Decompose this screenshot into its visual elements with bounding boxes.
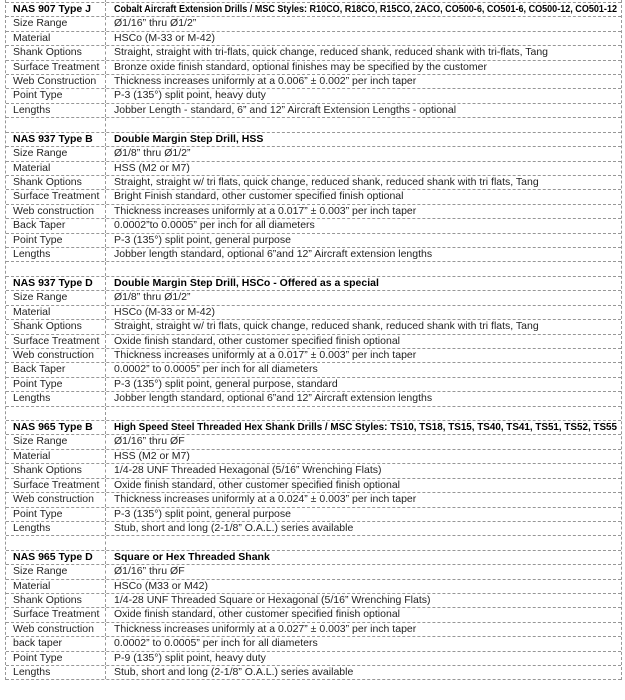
attribute-label-text: Point Type bbox=[13, 651, 63, 664]
attribute-value-text: Thickness increases uniformly at a 0.017” ± 0.003” per inch taper bbox=[114, 204, 417, 217]
section-code-text: NAS 907 Type J bbox=[13, 3, 92, 15]
spec-row bbox=[6, 594, 621, 608]
attribute-value-text: Oxide finish standard, other customer specified finish optional bbox=[114, 478, 400, 491]
spec-row bbox=[6, 17, 621, 31]
section-title bbox=[106, 551, 621, 564]
attribute-label bbox=[6, 637, 106, 650]
spec-row bbox=[6, 392, 621, 406]
spacer-cell bbox=[106, 118, 621, 132]
section-code-text: NAS 937 Type D bbox=[13, 276, 93, 289]
spec-row bbox=[6, 46, 621, 60]
attribute-value-text: Ø1/16” thru Ø1/2” bbox=[114, 17, 197, 30]
attribute-value bbox=[106, 608, 621, 621]
drill-spec-table bbox=[5, 0, 622, 680]
attribute-label-text: Web construction bbox=[13, 622, 94, 635]
attribute-value-text: 0.0002”to 0.0005” per inch for all diameters bbox=[114, 219, 315, 232]
attribute-value bbox=[106, 291, 621, 304]
attribute-label-text: Size Range bbox=[13, 17, 68, 30]
spec-row bbox=[6, 493, 621, 507]
spacer-cell bbox=[106, 536, 621, 550]
attribute-value bbox=[106, 61, 621, 74]
attribute-value-text: Straight, straight w/ tri flats, quick change, reduced shank, reduced shank with tri flats, Tang bbox=[114, 320, 539, 333]
attribute-value bbox=[106, 580, 621, 593]
section-code bbox=[6, 3, 106, 16]
attribute-label bbox=[6, 190, 106, 203]
spec-row bbox=[6, 608, 621, 622]
attribute-label bbox=[6, 32, 106, 45]
attribute-value-text: 0.0002” to 0.0005” per inch for all diameters bbox=[114, 363, 318, 376]
spec-row bbox=[6, 75, 621, 89]
attribute-label bbox=[6, 652, 106, 665]
section-code bbox=[6, 421, 106, 434]
attribute-value-text: Bright Finish standard, other customer specified finish optional bbox=[114, 190, 404, 203]
attribute-value bbox=[106, 17, 621, 30]
attribute-label-text: Surface Treatment bbox=[13, 608, 100, 621]
attribute-value bbox=[106, 652, 621, 665]
attribute-label bbox=[6, 435, 106, 448]
attribute-label-text: Web construction bbox=[13, 348, 94, 361]
attribute-value bbox=[106, 89, 621, 102]
attribute-value-text: Stub, short and long (2-1/8” O.A.L.) series available bbox=[114, 521, 354, 534]
attribute-label-text: Web Construction bbox=[13, 75, 97, 88]
attribute-value bbox=[106, 147, 621, 160]
attribute-value-text: Jobber Length - standard, 6” and 12” Aircraft Extension Lengths - optional bbox=[114, 103, 457, 116]
spec-row bbox=[6, 378, 621, 392]
attribute-label bbox=[6, 234, 106, 247]
attribute-value bbox=[106, 219, 621, 232]
attribute-value bbox=[106, 176, 621, 189]
attribute-label bbox=[6, 147, 106, 160]
attribute-value-text: Stub, short and long (2-1/8” O.A.L.) series available bbox=[114, 666, 354, 679]
attribute-value bbox=[106, 46, 621, 59]
attribute-value bbox=[106, 349, 621, 362]
attribute-label bbox=[6, 306, 106, 319]
attribute-label bbox=[6, 219, 106, 232]
attribute-value-text: Thickness increases uniformly at a 0.024” ± 0.003” per inch taper bbox=[114, 493, 417, 506]
attribute-value-text: Jobber length standard, optional 6”and 12” Aircraft extension lengths bbox=[114, 392, 433, 405]
spec-row bbox=[6, 61, 621, 75]
attribute-label bbox=[6, 349, 106, 362]
attribute-value-text: Ø1/8” thru Ø1/2” bbox=[114, 291, 191, 304]
attribute-value-text: Ø1/16” thru ØF bbox=[114, 435, 185, 448]
attribute-value bbox=[106, 104, 621, 117]
spec-row bbox=[6, 508, 621, 522]
attribute-value bbox=[106, 363, 621, 376]
attribute-label-text: Web construction bbox=[13, 493, 94, 506]
attribute-value-text: Straight, straight w/ tri flats, quick change, reduced shank, reduced shank with tri flats, Tang bbox=[114, 175, 539, 188]
attribute-value bbox=[106, 190, 621, 203]
attribute-label bbox=[6, 162, 106, 175]
attribute-label-text: Material bbox=[13, 31, 51, 44]
spacer-row bbox=[6, 536, 621, 551]
attribute-label-text: Shank Options bbox=[13, 175, 82, 188]
attribute-label-text: Lengths bbox=[13, 103, 51, 116]
attribute-label-text: Point Type bbox=[13, 377, 63, 390]
spec-row bbox=[6, 363, 621, 377]
attribute-label-text: Back Taper bbox=[13, 363, 66, 376]
attribute-value-text: P-3 (135°) split point, heavy duty bbox=[114, 89, 266, 102]
section-title bbox=[106, 421, 621, 434]
attribute-label-text: Back Taper bbox=[13, 219, 66, 232]
spec-row bbox=[6, 234, 621, 248]
attribute-value-text: HSCo (M-33 or M-42) bbox=[114, 31, 215, 44]
spec-row bbox=[6, 205, 621, 219]
attribute-label-text: Size Range bbox=[13, 291, 68, 304]
spec-row bbox=[6, 320, 621, 334]
attribute-value-text: HSS (M2 or M7) bbox=[114, 161, 190, 174]
attribute-value bbox=[106, 320, 621, 333]
attribute-label-text: Material bbox=[13, 449, 51, 462]
spacer-cell bbox=[106, 262, 621, 276]
sliver-cell bbox=[106, 0, 621, 2]
attribute-value bbox=[106, 508, 621, 521]
spacer-cell bbox=[6, 118, 106, 132]
section-title-text: High Speed Steel Threaded Hex Shank Drills / MSC Styles: TS10, TS18, TS15, TS40, TS41, TS51, TS52, TS55 bbox=[114, 421, 617, 434]
spec-row bbox=[6, 248, 621, 262]
attribute-label bbox=[6, 17, 106, 30]
attribute-value bbox=[106, 594, 621, 607]
spacer-cell bbox=[106, 407, 621, 421]
spec-row bbox=[6, 162, 621, 176]
attribute-label bbox=[6, 450, 106, 463]
attribute-value bbox=[106, 450, 621, 463]
spec-row bbox=[6, 580, 621, 594]
attribute-label bbox=[6, 666, 106, 679]
section-code-text: NAS 965 Type B bbox=[13, 421, 93, 434]
attribute-label-text: Size Range bbox=[13, 147, 68, 160]
attribute-value-text: Ø1/16” thru ØF bbox=[114, 565, 185, 578]
attribute-label-text: Shank Options bbox=[13, 464, 82, 477]
attribute-label-text: Lengths bbox=[13, 392, 51, 405]
attribute-label bbox=[6, 565, 106, 578]
spec-row bbox=[6, 450, 621, 464]
attribute-label-text: Material bbox=[13, 305, 51, 318]
attribute-label-text: Lengths bbox=[13, 666, 51, 679]
spec-row bbox=[6, 637, 621, 651]
attribute-value bbox=[106, 32, 621, 45]
attribute-value-text: Thickness increases uniformly at a 0.006” ± 0.002” per inch taper bbox=[114, 75, 417, 88]
attribute-value-text: Oxide finish standard, other customer specified finish optional bbox=[114, 608, 400, 621]
attribute-value bbox=[106, 479, 621, 492]
attribute-label-text: Material bbox=[13, 579, 51, 592]
attribute-label bbox=[6, 479, 106, 492]
section-title bbox=[106, 277, 621, 290]
attribute-value bbox=[106, 666, 621, 679]
attribute-value bbox=[106, 392, 621, 405]
spec-row bbox=[6, 479, 621, 493]
section-code-text: NAS 965 Type D bbox=[13, 550, 93, 563]
spec-row bbox=[6, 435, 621, 449]
attribute-value-text: P-3 (135°) split point, general purpose bbox=[114, 233, 291, 246]
attribute-label-text: Surface Treatment bbox=[13, 334, 100, 347]
section-title bbox=[106, 133, 621, 146]
attribute-value bbox=[106, 378, 621, 391]
attribute-label bbox=[6, 608, 106, 621]
attribute-value bbox=[106, 565, 621, 578]
attribute-value bbox=[106, 162, 621, 175]
attribute-label bbox=[6, 623, 106, 636]
attribute-value-text: Straight, straight with tri-flats, quick change, reduced shank, reduced shank with tri-flats, Tang bbox=[114, 46, 549, 59]
attribute-label-text: Point Type bbox=[13, 233, 63, 246]
spec-row bbox=[6, 176, 621, 190]
spec-row bbox=[6, 32, 621, 46]
attribute-value-text: P-3 (135°) split point, general purpose, standard bbox=[114, 377, 338, 390]
attribute-value bbox=[106, 248, 621, 261]
attribute-label-text: Point Type bbox=[13, 507, 63, 520]
section-header-row bbox=[6, 3, 621, 17]
spec-row bbox=[6, 219, 621, 233]
spec-row bbox=[6, 565, 621, 579]
spacer-cell bbox=[6, 262, 106, 276]
attribute-value-text: P-3 (135°) split point, general purpose bbox=[114, 507, 291, 520]
attribute-label bbox=[6, 363, 106, 376]
section-code bbox=[6, 133, 106, 146]
attribute-label bbox=[6, 320, 106, 333]
attribute-value-text: Thickness increases uniformly at a 0.027” ± 0.003” per inch taper bbox=[114, 622, 417, 635]
section-header-row bbox=[6, 277, 621, 291]
section-header-row bbox=[6, 421, 621, 435]
attribute-label bbox=[6, 464, 106, 477]
attribute-value-text: 1/4-28 UNF Threaded Square or Hexagonal (5/16” Wrenching Flats) bbox=[114, 594, 431, 607]
attribute-label bbox=[6, 291, 106, 304]
spacer-cell bbox=[6, 536, 106, 550]
attribute-label bbox=[6, 104, 106, 117]
attribute-label bbox=[6, 508, 106, 521]
attribute-value bbox=[106, 623, 621, 636]
attribute-label bbox=[6, 46, 106, 59]
spec-row bbox=[6, 652, 621, 666]
spec-row bbox=[6, 291, 621, 305]
attribute-label-text: Shank Options bbox=[13, 320, 82, 333]
attribute-label bbox=[6, 392, 106, 405]
attribute-value-text: 0.0002” to 0.0005” per inch for all diameters bbox=[114, 637, 318, 650]
section-title-text: Cobalt Aircraft Extension Drills / MSC Styles: R10CO, R18CO, R15CO, 2ACO, CO500-6, CO501-6, CO500-12, CO501-12 bbox=[114, 3, 617, 15]
attribute-value-text: Oxide finish standard, other customer specified finish optional bbox=[114, 334, 400, 347]
spec-row bbox=[6, 335, 621, 349]
spec-row bbox=[6, 104, 621, 118]
section-title-text: Double Margin Step Drill, HSS bbox=[114, 132, 264, 145]
attribute-value-text: P-9 (135°) split point, heavy duty bbox=[114, 651, 266, 664]
attribute-label-text: Size Range bbox=[13, 435, 68, 448]
attribute-label-text: Size Range bbox=[13, 565, 68, 578]
attribute-value bbox=[106, 522, 621, 535]
spacer-cell bbox=[6, 407, 106, 421]
attribute-value-text: HSS (M2 or M7) bbox=[114, 449, 190, 462]
spec-row bbox=[6, 666, 621, 680]
attribute-label bbox=[6, 205, 106, 218]
attribute-label-text: Shank Options bbox=[13, 46, 82, 59]
attribute-label-text: Surface Treatment bbox=[13, 60, 100, 73]
attribute-value bbox=[106, 493, 621, 506]
spacer-row bbox=[6, 118, 621, 133]
spec-row bbox=[6, 306, 621, 320]
attribute-label-text: Surface Treatment bbox=[13, 190, 100, 203]
attribute-value bbox=[106, 435, 621, 448]
attribute-label-text: Web construction bbox=[13, 204, 94, 217]
spacer-row bbox=[6, 407, 621, 422]
attribute-value bbox=[106, 637, 621, 650]
attribute-label bbox=[6, 176, 106, 189]
sliver-cell bbox=[6, 0, 106, 2]
attribute-label-text: Point Type bbox=[13, 89, 63, 102]
attribute-label-text: Lengths bbox=[13, 248, 51, 260]
attribute-value bbox=[106, 306, 621, 319]
attribute-label-text: Lengths bbox=[13, 521, 51, 534]
spec-row bbox=[6, 147, 621, 161]
attribute-label bbox=[6, 378, 106, 391]
attribute-label bbox=[6, 75, 106, 88]
section-title-text: Square or Hex Threaded Shank bbox=[114, 550, 270, 563]
section-code bbox=[6, 551, 106, 564]
attribute-label-text: Material bbox=[13, 161, 51, 174]
attribute-label-text: back taper bbox=[13, 637, 63, 650]
attribute-label bbox=[6, 61, 106, 74]
attribute-value-text: Bronze oxide finish standard, optional finishes may be specified by the customer bbox=[114, 60, 487, 73]
attribute-label bbox=[6, 522, 106, 535]
attribute-value bbox=[106, 464, 621, 477]
section-header-row bbox=[6, 551, 621, 565]
section-code bbox=[6, 277, 106, 290]
attribute-value-text: 1/4-28 UNF Threaded Hexagonal (5/16” Wrenching Flats) bbox=[114, 464, 382, 477]
attribute-label bbox=[6, 493, 106, 506]
spec-row bbox=[6, 623, 621, 637]
section-title-text: Double Margin Step Drill, HSCo - Offered as a special bbox=[114, 276, 379, 289]
section-header-row bbox=[6, 133, 621, 147]
spec-row bbox=[6, 190, 621, 204]
attribute-value-text: HSCo (M33 or M42) bbox=[114, 579, 208, 592]
attribute-label bbox=[6, 248, 106, 261]
section-code-text: NAS 937 Type B bbox=[13, 132, 93, 145]
attribute-value bbox=[106, 205, 621, 218]
attribute-label bbox=[6, 580, 106, 593]
spec-row bbox=[6, 522, 621, 536]
spec-row bbox=[6, 464, 621, 478]
spec-row bbox=[6, 349, 621, 363]
attribute-value bbox=[106, 234, 621, 247]
spec-row bbox=[6, 89, 621, 103]
attribute-value-text: Ø1/8” thru Ø1/2” bbox=[114, 147, 191, 160]
attribute-label-text: Surface Treatment bbox=[13, 478, 100, 491]
attribute-value bbox=[106, 335, 621, 348]
attribute-label bbox=[6, 335, 106, 348]
attribute-value-text: Jobber length standard, optional 6”and 12” Aircraft extension lengths bbox=[114, 248, 433, 260]
section-title bbox=[106, 3, 621, 16]
attribute-label bbox=[6, 89, 106, 102]
attribute-label-text: Shank Options bbox=[13, 594, 82, 607]
attribute-value bbox=[106, 75, 621, 88]
spacer-row bbox=[6, 262, 621, 277]
attribute-value-text: Thickness increases uniformly at a 0.017” ± 0.003” per inch taper bbox=[114, 348, 417, 361]
attribute-value-text: HSCo (M-33 or M-42) bbox=[114, 305, 215, 318]
attribute-label bbox=[6, 594, 106, 607]
